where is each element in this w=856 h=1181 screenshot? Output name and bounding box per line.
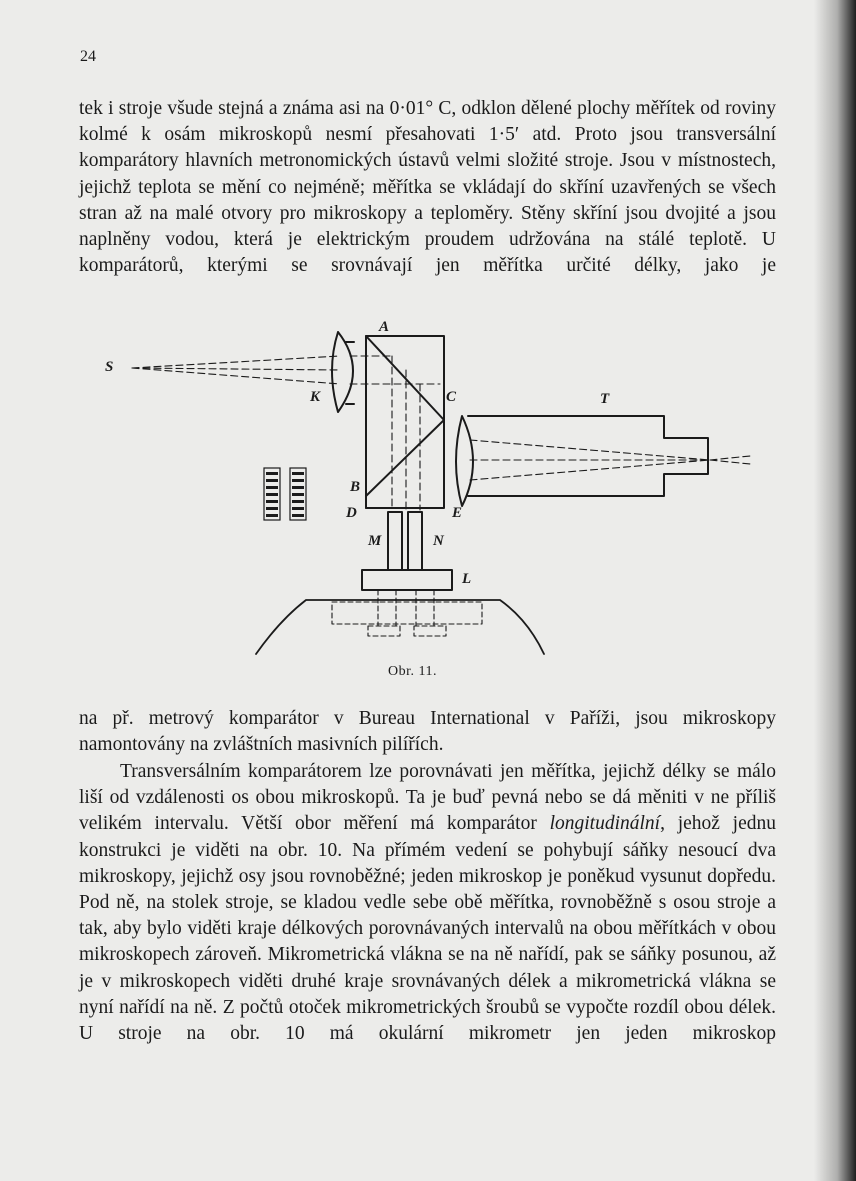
lens-k <box>332 332 353 412</box>
label-d: D <box>346 505 357 521</box>
paragraph-3 <box>79 759 776 1047</box>
paragraph-3-part-2: , jehož jednu konstrukci je viděti na obr. 10. Na přímém vedení se pohybují sáňky nesoucí dva mikroskopy, jejichž osy jsou rovnoběžné; jeden mikroskop je poněkud vysunut dopředu. Pod ně, na stolek stroje, se kladou vedle sebe obě měřítka, rovnoběžně s osou stroje a tak, aby bylo viděti kraje délkových porovnávaných intervalů na obou měřítkách v obou mikroskopech zároveň. Mikrometrická vlákna se na ně nařídí, pak se sáňky posunou, až je v mikroskopech viděti druhé kraje srovnávaných délek a mikrometrická vlákna se nyní nařídí na ně. Z počtů otoček mikrometrických šroubů se vypočte rozdíl obou délek. U stroje na obr. 10 má okulární mikrometr jen jeden mikroskop <box>79 813 776 1045</box>
scale-marks <box>264 468 306 520</box>
label-s: S <box>105 359 114 375</box>
label-k: K <box>310 389 321 405</box>
paragraph-3-part-1: Transversálním komparátorem lze porovnávati jen měřítka, jejichž délky se málo liší od vzdálenosti os obou mikroskopů. Ta je buď pevná nebo se dá měniti v ne příliš velikém intervalu. Větší obor měření má komparátor <box>79 761 776 835</box>
label-t: T <box>600 391 610 407</box>
page-number: 24 <box>80 48 96 65</box>
emphasis-longitudinalni: longitudinální <box>549 813 661 835</box>
telescope-t <box>468 416 708 496</box>
lens-c <box>456 416 473 506</box>
figure-caption: Obr. 11. <box>388 664 437 679</box>
tube-m <box>388 512 402 570</box>
label-c: C <box>446 389 457 405</box>
label-l: L <box>462 571 472 587</box>
paragraph-1: tek i stroje všude stejná a známa asi na 0·01° C, odklon dělené plochy měřítek od roviny kolmé k osám mikroskopů nesmí přesahovati 1·5′ atd. Proto jsou transversální komparátory hlavních metronomických ústavů velmi složité stroje. Jsou v místnostech, jejichž teplota se mění co nejméně; měřítka se vkládají do skříní uzavřených se všech stran až na malé otvory pro mikroskopy a teploměry. Stěny skříní jsou dvojité a jsou naplněny vodou, která je elektrickým proudem udržována na stálé teplotě. U komparátorů, kterými se srovnávají jen měřítka určité délky, jako je <box>79 98 776 277</box>
label-a: A <box>379 319 390 335</box>
tube-n <box>408 512 422 570</box>
prism-block <box>366 336 444 508</box>
page-edge-shadow <box>814 0 856 1181</box>
incoming-light-rays <box>132 356 750 510</box>
paragraph-2: na př. metrový komparátor v Bureau International v Paříži, jsou mikroskopy namontovány na zvláštních masivních pilířích. <box>79 708 776 756</box>
figure-11 <box>100 320 760 660</box>
label-m: M <box>368 533 382 549</box>
label-e: E <box>452 505 463 521</box>
base-l <box>362 570 452 590</box>
optical-diagram <box>100 320 760 660</box>
label-n: N <box>433 533 444 549</box>
label-b: B <box>350 479 361 495</box>
